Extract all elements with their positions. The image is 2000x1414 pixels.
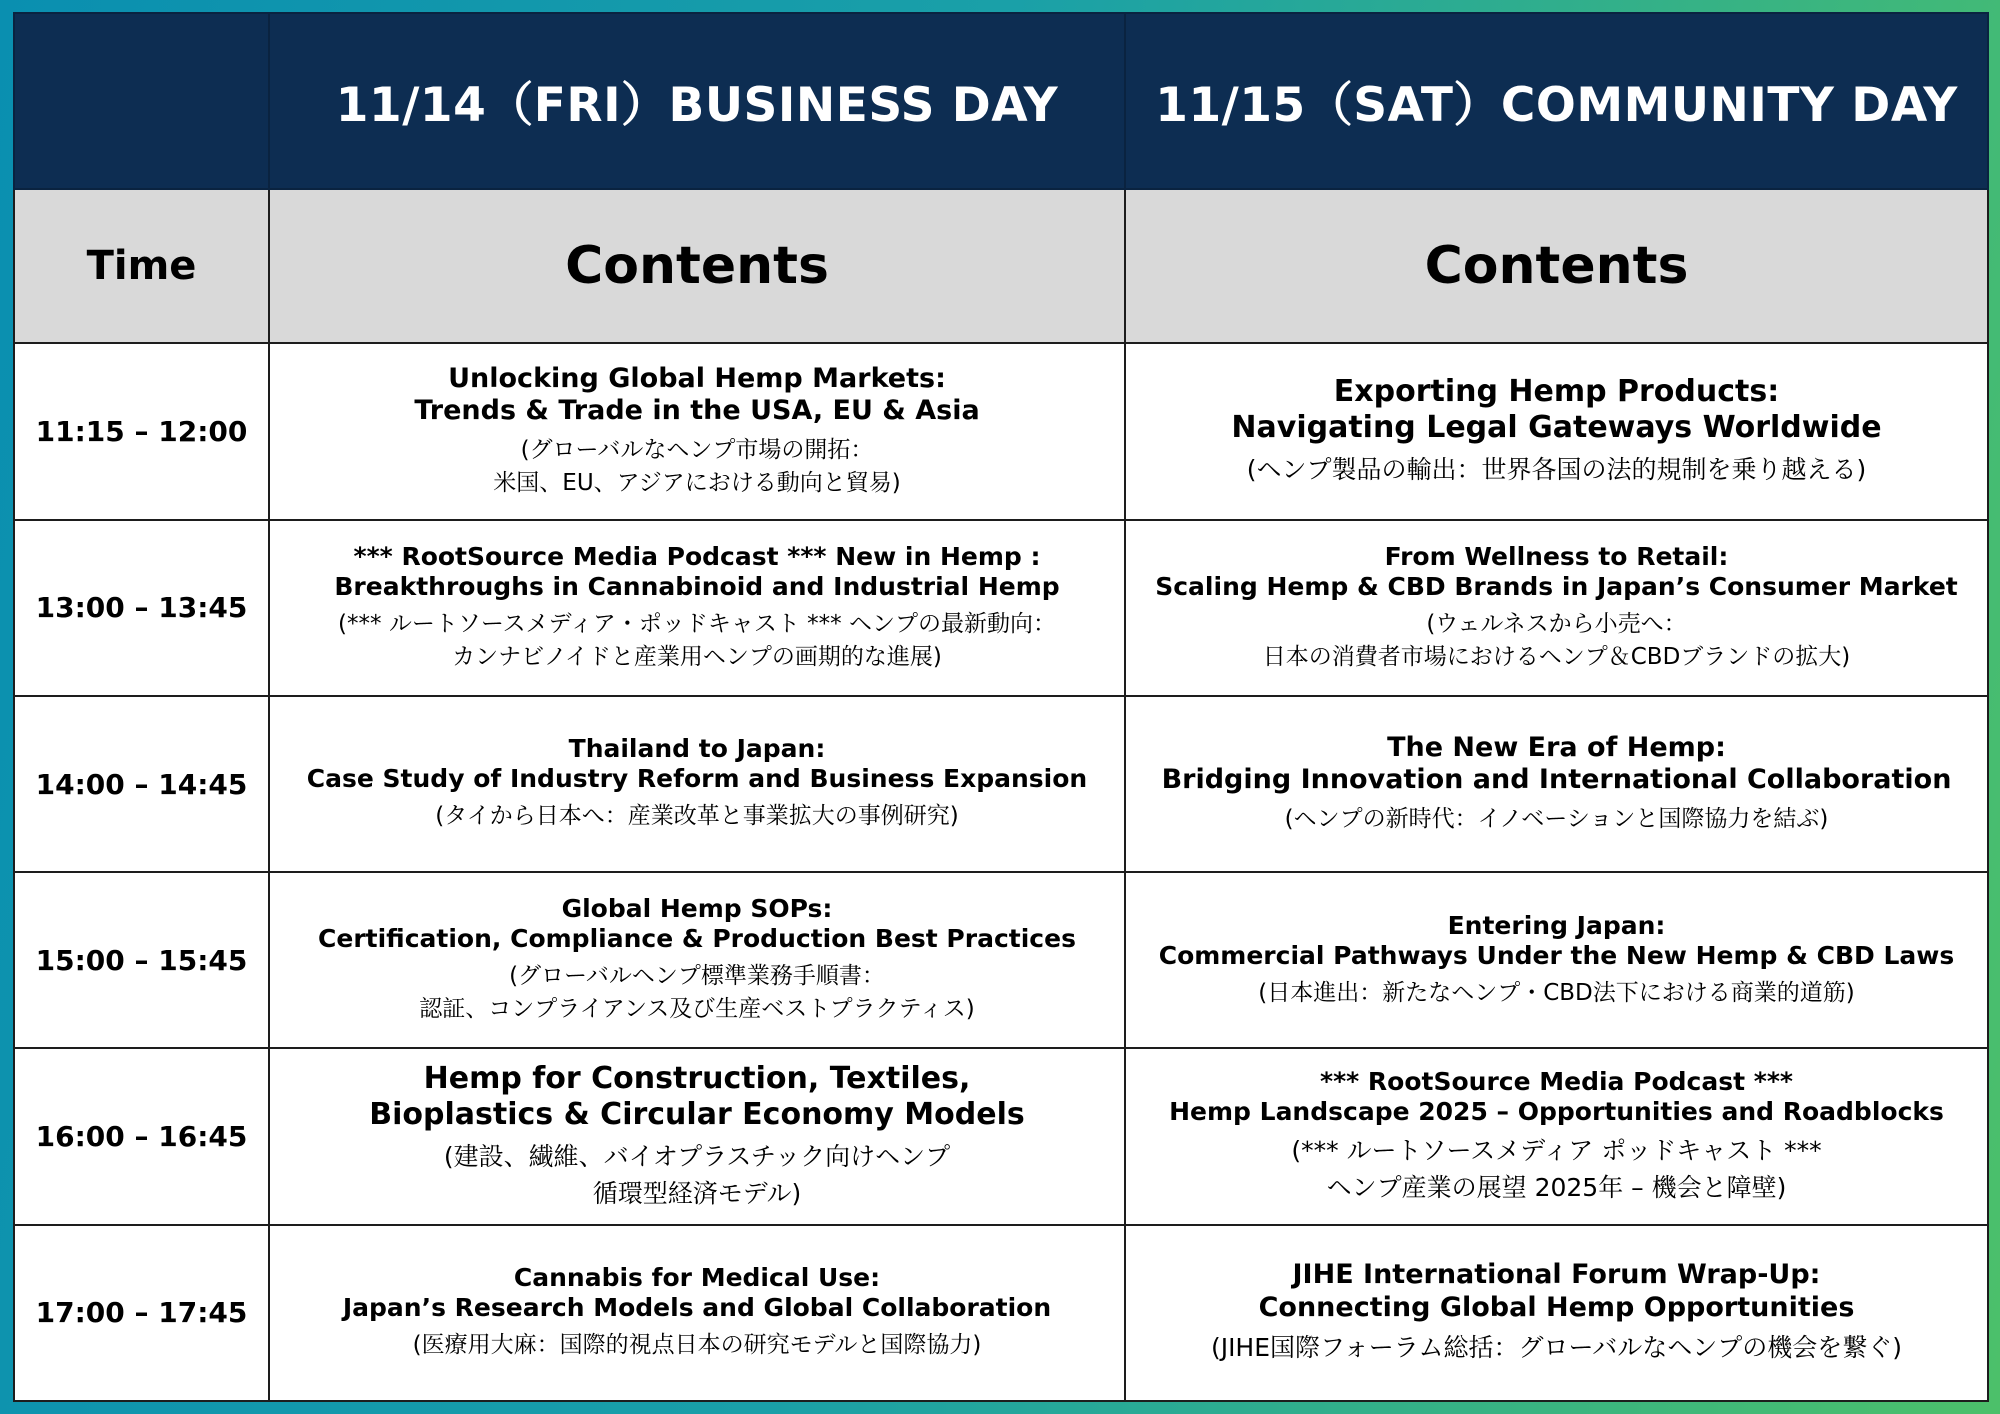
session-title: Exporting Hemp Products: Navigating Legal Gateways Worldwide [1231,374,1882,446]
time-slot: 17:00 – 17:45 [14,1225,269,1401]
table-row [14,872,1988,1048]
session-cell-fri [269,343,1125,519]
session-subtitle-ja: (JIHE国際フォーラム総括：グローバルなヘンプの機会を繋ぐ) [1210,1333,1903,1363]
session-title: JIHE International Forum Wrap-Up: Connecting Global Hemp Opportunities [1258,1259,1855,1323]
table-row [14,520,1988,696]
session-subtitle-ja: (ヘンプ製品の輸出：世界各国の法的規制を乗り越える) [1246,455,1867,485]
session-cell-sat [1125,1225,1988,1401]
table-row [14,1225,1988,1401]
session-cell-sat [1125,343,1988,519]
session-subtitle-ja: (ヘンプの新時代：イノベーションと国際協力を結ぶ) [1284,805,1829,832]
table-row [14,1048,1988,1224]
day1-header: 11/14（FRI）BUSINESS DAY [269,13,1125,189]
session-subtitle-ja: (グローバルヘンプ標準業務手順書： 認証、コンプライアンス及び生産ベストプラクティス) [419,963,975,1023]
session-cell-fri [269,520,1125,696]
session-subtitle-ja: (*** ルートソースメディア ポッドキャスト *** ヘンプ産業の展望 2025年 – 機会と障壁) [1291,1136,1822,1202]
session-cell-sat [1125,1048,1988,1224]
session-cell-sat [1125,872,1988,1048]
session-title: The New Era of Hemp: Bridging Innovation and International Collaboration [1161,732,1952,796]
time-slot: 15:00 – 15:45 [14,872,269,1048]
time-slot: 13:00 – 13:45 [14,520,269,696]
day-header-row [14,13,1988,189]
session-title: Cannabis for Medical Use: Japan’s Research Models and Global Collaboration [342,1263,1052,1323]
session-title: Unlocking Global Hemp Markets: Trends & Trade in the USA, EU & Asia [414,362,980,427]
contents-column-header-sat: Contents [1125,189,1988,343]
day-header-blank [14,13,269,189]
schedule-table [13,12,1989,1402]
time-slot: 16:00 – 16:45 [14,1048,269,1224]
session-cell-fri [269,872,1125,1048]
session-subtitle-ja: (日本進出：新たなヘンプ・CBD法下における商業的道筋) [1258,979,1855,1006]
table-row [14,343,1988,519]
time-slot: 11:15 – 12:00 [14,343,269,519]
session-title: Entering Japan: Commercial Pathways Under the New Hemp & CBD Laws [1158,910,1955,970]
session-cell-fri [269,1048,1125,1224]
session-title: Hemp for Construction, Textiles, Bioplastics & Circular Economy Models [369,1061,1025,1133]
session-cell-sat [1125,520,1988,696]
day2-header: 11/15（SAT）COMMUNITY DAY [1125,13,1988,189]
time-slot: 14:00 – 14:45 [14,696,269,872]
session-cell-fri [269,696,1125,872]
session-subtitle-ja: (ウェルネスから小売へ： 日本の消費者市場におけるヘンプ＆CBDブランドの拡大) [1262,610,1851,670]
contents-column-header-fri: Contents [269,189,1125,343]
time-column-header: Time [14,189,269,343]
schedule-sheet [13,12,1987,1402]
session-subtitle-ja: (*** ルートソースメディア・ポッドキャスト *** ヘンプの最新動向： カンナビノイドと産業用ヘンプの画期的な進展) [338,610,1056,670]
table-row [14,696,1988,872]
session-subtitle-ja: (グローバルなヘンプ市場の開拓： 米国、EU、アジアにおける動向と貿易) [493,436,901,496]
column-header-row [14,189,1988,343]
session-title: Thailand to Japan: Case Study of Industry Reform and Business Expansion [306,734,1088,794]
session-title: *** RootSource Media Podcast *** New in Hemp : Breakthroughs in Cannabinoid and Industrial Hemp [334,541,1060,601]
session-cell-fri [269,1225,1125,1401]
session-subtitle-ja: (建設、繊維、バイオプラスチック向けヘンプ 循環型経済モデル) [443,1142,951,1208]
session-cell-sat [1125,696,1988,872]
session-subtitle-ja: (タイから日本へ：産業改革と事業拡大の事例研究) [435,803,959,830]
session-subtitle-ja: (医療用大麻：国際的視点日本の研究モデルと国際協力) [412,1332,982,1359]
session-title: From Wellness to Retail: Scaling Hemp & CBD Brands in Japan’s Consumer Market [1155,541,1958,601]
session-title: *** RootSource Media Podcast *** Hemp Landscape 2025 – Opportunities and Roadblocks [1169,1067,1944,1127]
session-title: Global Hemp SOPs: Certification, Compliance & Production Best Practices [318,894,1076,953]
